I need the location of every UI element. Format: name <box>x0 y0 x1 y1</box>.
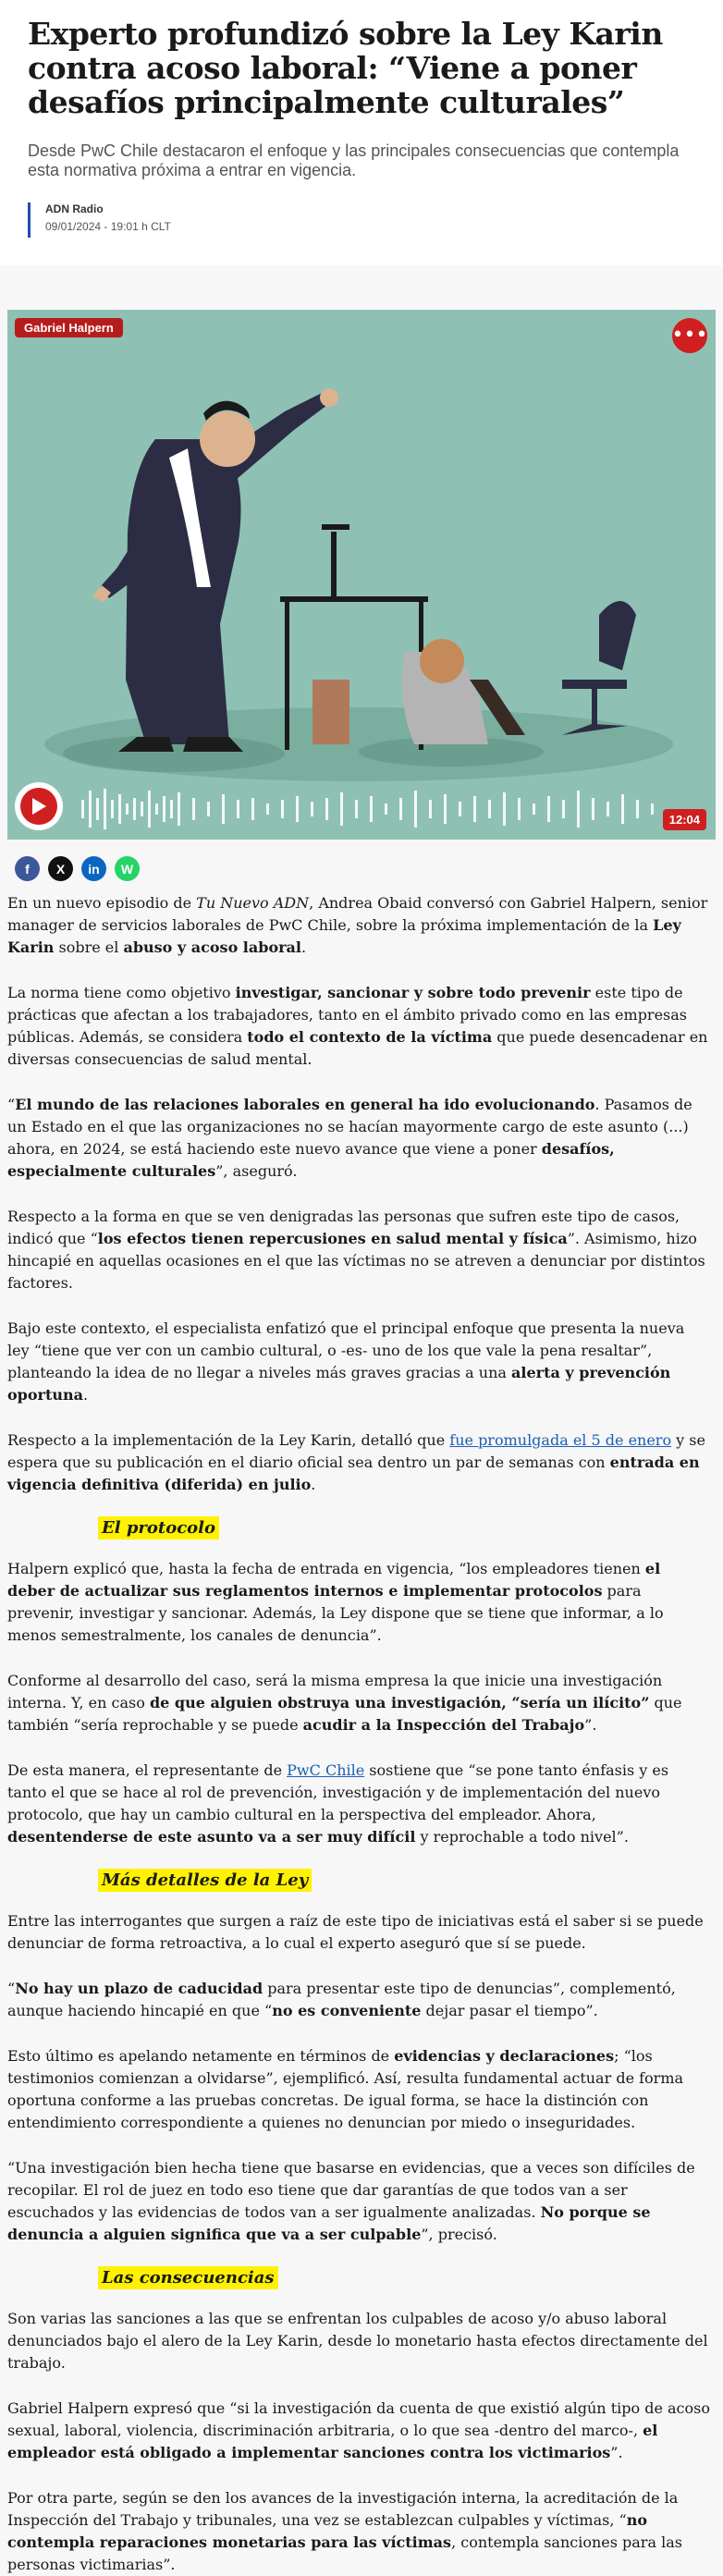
publish-date: 09/01/2024 - 19:01 h CLT <box>45 220 171 233</box>
facebook-share-icon[interactable]: f <box>15 856 40 881</box>
episode-illustration <box>7 310 716 840</box>
paragraph-1: En un nuevo episodio de Tu Nuevo ADN, Andrea Obaid conversó con Gabriel Halpern, senior manager de servicios laborales de PwC Chile, sobre la próxima implementación de la Ley Karin sobre el abuso y acoso laboral. <box>7 894 708 956</box>
article-body <box>0 892 723 2576</box>
more-dots-icon: ••• <box>671 324 708 347</box>
play-button[interactable] <box>15 782 63 830</box>
speaker-label: Gabriel Halpern <box>15 318 123 337</box>
paragraph-16: Por otra parte, según se den los avances de la investigación interna, la acreditación de la Inspección del Trabajo y tribunales, una vez se establezcan culpables y víctimas, “no contempla reparaciones monetarias para las víctimas, contempla sanciones para las personas victimarias”. <box>7 2489 682 2573</box>
article-title: Experto profundizó sobre la Ley Karin contra acoso laboral: “Viene a poner desafíos principalmente culturales” <box>28 16 663 120</box>
play-icon <box>31 797 47 816</box>
linkedin-share-icon[interactable]: in <box>81 856 106 881</box>
article-header <box>0 0 723 265</box>
article-subtitle: Desde PwC Chile destacaron el enfoque y las principales consecuencias que contempla esta normativa próxima a entrar en vigencia. <box>28 141 680 179</box>
duration-badge: 12:04 <box>663 809 706 830</box>
audio-player[interactable] <box>7 310 716 840</box>
paragraph-9: De esta manera, el representante de PwC Chile sostiene que “se pone tanto énfasis y es tanto el que se hace al rol de prevención, investigación y de implementación del nuevo protocolo, que hay un cambio cultural en la perspectiva del empleador. Ahora, desentenderse de este asunto va a ser muy difícil y reprochable a todo nivel”. <box>7 1761 669 1846</box>
pwc-chile-link[interactable]: PwC Chile <box>287 1761 365 1779</box>
paragraph-15: Gabriel Halpern expresó que “si la investigación da cuenta de que existió algún tipo de acoso sexual, laboral, violencia, discriminación arbitraria, o lo que sea -dentro del marco-, el empleador está obligado a implementar sanciones contra los victimarios”. <box>7 2399 710 2461</box>
byline <box>28 202 695 238</box>
paragraph-3: “El mundo de las relaciones laborales en general ha ido evolucionando. Pasamos de un Estado en el que las organizaciones no se hacían mayormente cargo de este asunto (...) ahora, en 2024, se está haciendo este nuevo avance que viene a poner desafíos, especialmente culturales”, aseguró. <box>7 1096 692 1180</box>
paragraph-6: Respecto a la implementación de la Ley Karin, detalló que fue promulgada el 5 de enero y se espera que su publicación en el diario oficial sea dentro un par de semanas con entrada en vigencia definitiva (diferida) en julio. <box>7 1431 705 1493</box>
paragraph-2: La norma tiene como objetivo investigar, sancionar y sobre todo prevenir este tipo de prácticas que afectan a los trabajadores, tanto en el ámbito privado como en las empresas públicas. Además, se considera todo el contexto de la víctima que puede desencadenar en diversas consecuencias de salud mental. <box>7 984 708 1068</box>
author[interactable]: ADN Radio <box>45 202 104 215</box>
subheading-details: Más detalles de la Ley <box>98 1868 710 1894</box>
promulgation-link[interactable]: fue promulgada el 5 de enero <box>449 1431 672 1449</box>
subheading-consequences: Las consecuencias <box>98 2265 710 2291</box>
subheading-protocol: El protocolo <box>98 1515 710 1541</box>
paragraph-5: Bajo este contexto, el especialista enfatizó que el principal enfoque que presenta la nueva ley “tiene que ver con un cambio cultural, o -es- uno de los que vale la pena resaltar”, planteando la idea de no llegar a niveles más graves gracias a una alerta y prevención oportuna. <box>7 1319 685 1404</box>
more-options-button[interactable] <box>672 318 707 353</box>
paragraph-11: “No hay un plazo de caducidad para presentar este tipo de denuncias”, complementó, aunque haciendo hincapié en que “no es conveniente dejar pasar el tiempo”. <box>7 1980 676 2019</box>
paragraph-4: Respecto a la forma en que se ven denigradas las personas que sufren este tipo de casos, indicó que “los efectos tienen repercusiones en salud mental y física”. Asimismo, hizo hincapié en aquellas ocasiones en el que las víctimas no se atreven a denunciar por distintos factores. <box>7 1208 705 1292</box>
paragraph-10: Entre las interrogantes que surgen a raíz de este tipo de iniciativas está el saber si se puede denunciar de forma retroactiva, a lo cual el experto aseguró que sí se puede. <box>7 1912 704 1952</box>
share-bar <box>15 856 723 881</box>
paragraph-13: “Una investigación bien hecha tiene que basarse en evidencias, que a veces son difíciles de recopilar. El rol de juez en todo eso tiene que dar garantías de que todos van a ser escuchados y las evidencias de todos van a ser igualmente analizadas. No porque se denuncia a alguien significa que va a ser culpable”, precisó. <box>7 2159 695 2243</box>
paragraph-8: Conforme al desarrollo del caso, será la misma empresa la que inicie una investigación interna. Y, en caso de que alguien obstruya una investigación, “sería un ilícito” que también “sería reprochable y se puede acudir a la Inspección del Trabajo”. <box>7 1672 682 1734</box>
paragraph-14: Son varias las sanciones a las que se enfrentan los culpables de acoso y/o abuso laboral denunciados bajo el alero de la Ley Karin, desde lo monetario hasta efectos directamente del trabajo. <box>7 2310 708 2372</box>
paragraph-12: Esto último es apelando netamente en términos de evidencias y declaraciones; “los testimonios comienzan a olvidarse”, ejemplificó. Así, resulta fundamental actuar de forma oportuna conforme a las pruebas concretas. De igual forma, se hace la distinción con entendimiento correspondiente a quienes no denuncian por miedo o inseguridades. <box>7 2047 684 2131</box>
x-share-icon[interactable]: X <box>48 856 73 881</box>
whatsapp-share-icon[interactable]: W <box>115 856 140 881</box>
paragraph-7: Halpern explicó que, hasta la fecha de entrada en vigencia, “los empleadores tienen el deber de actualizar sus reglamentos internos e implementar protocolos para prevenir, investigar y sancionar. Además, la Ley dispone que se tiene que informar, a lo menos semestralmente, los canales de denuncia”. <box>7 1560 664 1644</box>
